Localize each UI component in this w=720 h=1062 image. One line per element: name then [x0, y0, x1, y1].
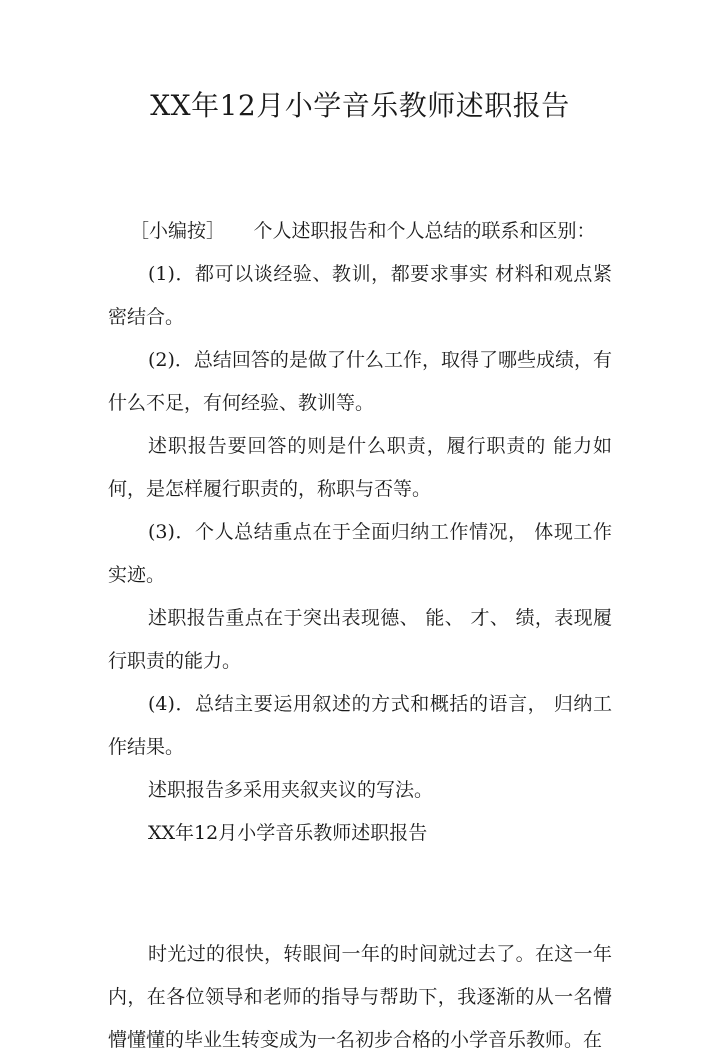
document-body [108, 210, 612, 1062]
paragraph-report-duties: 述职报告要回答的则是什么职责，履行职责的 能力如何，是怎样履行职责的，称职与否等。 [108, 435, 612, 500]
paragraph-point-2: (2)．总结回答的是做了什么工作，取得了哪些成绩，有什么不足，有何经验、教训等。 [108, 349, 612, 414]
paragraph-report-style: 述职报告多采用夹叙夹议的写法。 [148, 779, 434, 801]
paragraph-report-focus: 述职报告重点在于突出表现德、 能、 才、 绩，表现履行职责的能力。 [108, 607, 612, 672]
report-body-paragraph: 时光过的很快，转眼间一年的时间就过去了。在这一年内，在各位领导和老师的指导与帮助下，我逐渐的从一名懵懵懂懂的毕业生转变成为一名初步合格的小学音乐教师。在 [108, 943, 612, 1051]
section-subheading: XX年12月小学音乐教师述职报告 [148, 822, 428, 844]
section-gap [108, 855, 612, 933]
paragraph-point-4: (4)．总结主要运用叙述的方式和概括的语言， 归纳工作结果。 [108, 693, 612, 758]
intro-paragraph: ［小编按］ 个人述职报告和个人总结的联系和区别： [130, 220, 596, 242]
paragraph-point-1: (1)．都可以谈经验、教训，都要求事实 材料和观点紧密结合。 [108, 263, 612, 328]
document-title: XX年12月小学音乐教师述职报告 [150, 89, 570, 122]
paragraph-point-3: (3)．个人总结重点在于全面归纳工作情况， 体现工作实迹。 [108, 521, 612, 586]
